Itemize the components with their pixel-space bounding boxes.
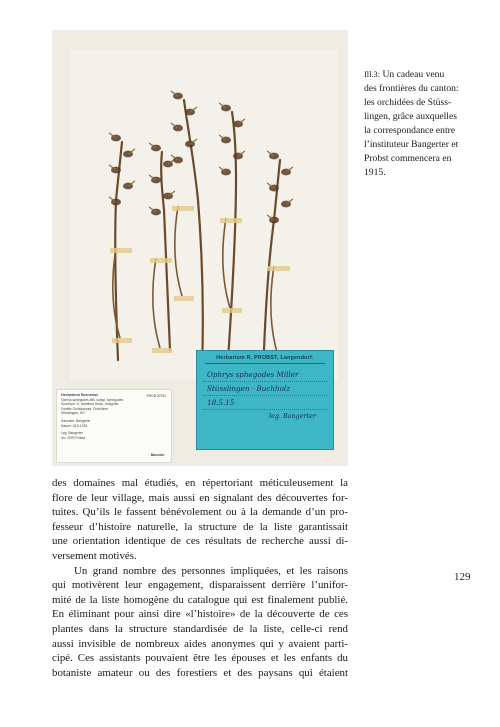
caption-line: lingen, grâce auxquelles xyxy=(364,111,457,122)
text-line: des domaines mal étudiés, en répertoriant méticuleusement la xyxy=(52,477,348,489)
museum-label-line: Leg. Bangerter xyxy=(61,431,83,436)
paragraph-1 xyxy=(52,476,348,564)
museum-label-line: Stüsslingen, SO xyxy=(61,411,85,416)
museum-label-line: Sammler: Bangerter xyxy=(61,418,91,423)
text-line: En éliminant pour ainsi dire «l’histoire» de la découverte de ces xyxy=(52,608,348,621)
mounting-tape xyxy=(222,308,242,313)
mounting-tape xyxy=(268,266,290,271)
mounting-tape xyxy=(174,296,194,301)
caption-line: la correspondance entre xyxy=(364,125,456,136)
mounting-paper xyxy=(70,50,338,380)
figure-caption xyxy=(364,68,488,180)
text-line: versement motivés. xyxy=(52,549,137,562)
handwritten-locality: Stüsslingen · Buchholz xyxy=(203,382,327,396)
caption-line: 1915. xyxy=(364,167,386,178)
paragraph-2 xyxy=(52,564,348,681)
museum-label-line: Ophrys sphegodes Mill. subsp. sphegodes xyxy=(61,397,124,402)
museum-label-code: PROB 20751 xyxy=(146,394,166,398)
museum-label-line: Familie Orchidaceae, Orchideen xyxy=(61,406,109,411)
caption-line: les orchidées de Stüss- xyxy=(364,97,452,108)
mounting-tape xyxy=(110,248,132,253)
text-line: fesseur d’histoire naturelle, la structure de la liste garantissait xyxy=(52,520,348,533)
text-line: tuites. Qu’ils le fassent bénévolement ou à la demande d’un pro- xyxy=(52,506,348,519)
caption-line: des frontières du canton: xyxy=(364,83,459,94)
handwritten-date: 18.5.15 xyxy=(203,396,327,410)
herbarium-sheet-photo xyxy=(52,30,348,466)
handwritten-species: Ophrys sphegodes Miller xyxy=(203,368,327,382)
text-line: flore de leur village, mais aussi en signalant des découvertes for- xyxy=(52,491,348,504)
text-line: une orientation identique de ces résultats de recherche aussi di- xyxy=(52,535,348,548)
caption-line: l’instituteur Bangerter et xyxy=(364,139,459,150)
mounting-tape xyxy=(152,348,172,353)
mounting-tape xyxy=(112,338,132,343)
text-line: cipé. Ces assistants pouvaient être les épouses et les enfants du xyxy=(52,652,348,665)
caption-line: Un cadeau venu xyxy=(382,69,445,80)
museum-label-line: Datum: 18.5.1915 xyxy=(61,423,88,428)
text-line: plantes dans la structure standardisée de la liste, celle-ci rend xyxy=(52,622,348,635)
herbarium-probst-label xyxy=(196,350,334,450)
caption-line: Probst commencera en xyxy=(364,153,452,164)
herbarium-probst-label-header: Herbarium R. PROBST, Langendorf. xyxy=(205,355,325,364)
mounting-tape xyxy=(220,218,242,223)
text-line: aussi invisible de nombreux aides anonymes qui y avaient parti- xyxy=(52,637,348,650)
text-line: mité de la liste homogène du catalogue qui est finalement publié. xyxy=(52,593,348,606)
mounting-tape xyxy=(172,206,194,211)
handwritten-collector: leg. Bangerter xyxy=(269,412,316,420)
museum-label-footer: Barcode: xyxy=(150,453,165,458)
mounting-tape xyxy=(150,258,172,263)
museum-label xyxy=(56,389,172,463)
museum-label-header: Herbarium Bernense xyxy=(61,393,99,397)
body-text xyxy=(52,476,348,680)
page-number: 129 xyxy=(454,571,471,583)
text-line: qui motivèrent leur engagement, disparaissent derrière l’unifor- xyxy=(52,579,348,592)
museum-label-line: rev. 2020 Probst xyxy=(61,435,85,440)
text-line: Un grand nombre des personnes impliquées, et les raisons xyxy=(74,564,348,577)
caption-number: Ill.3: xyxy=(364,70,381,79)
museum-label-line: Synonym: O. aranifera Huds., Araignée xyxy=(61,402,119,407)
text-line: botaniste amateur ou des forestiers et des paysans qui étaient xyxy=(52,666,348,679)
